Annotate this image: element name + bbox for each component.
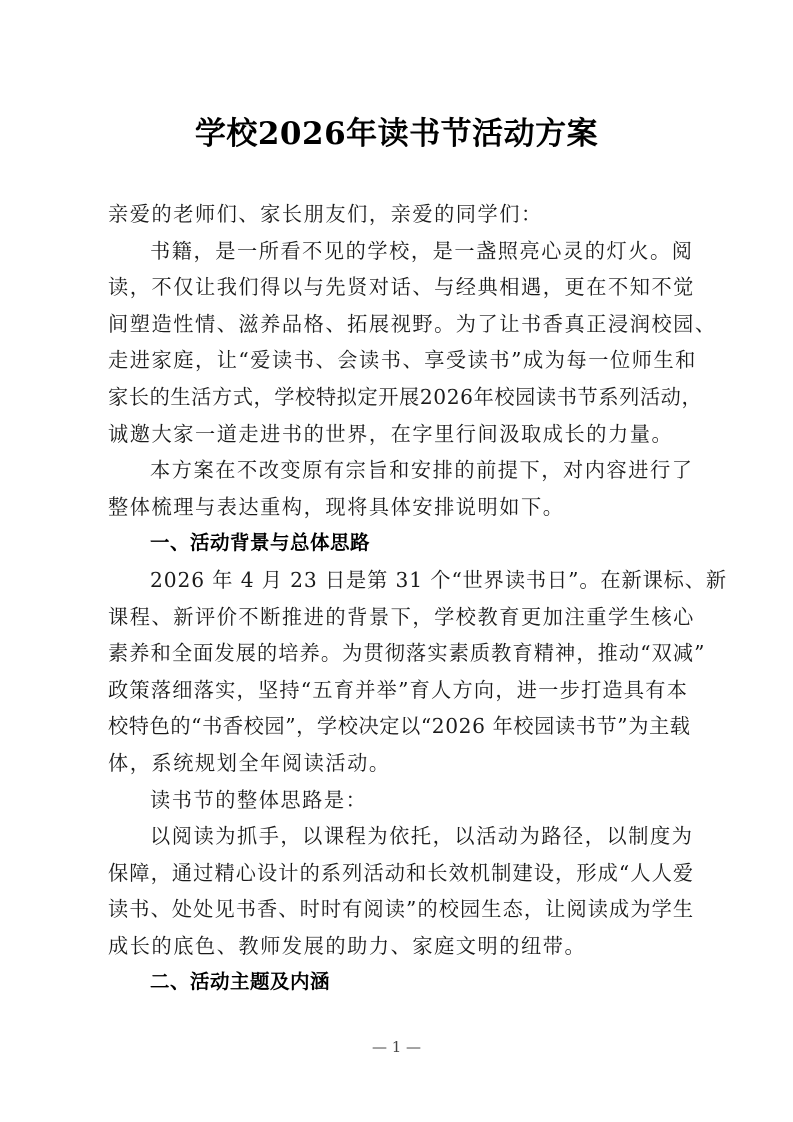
paragraph-line: 政策落细落实，坚持“五育并举”育人方向，进一步打造具有本 <box>108 677 688 702</box>
paragraph-line: 成长的底色、教师发展的助力、家庭文明的纽带。 <box>108 933 587 958</box>
paragraph-line: 2026 年 4 月 23 日是第 31 个“世界读书日”。在新课标、新 <box>150 567 727 592</box>
paragraph-approach <box>108 818 695 964</box>
paragraph-line: 课程、新评价不断推进的背景下，学校教育更加注重学生核心 <box>108 604 695 629</box>
paragraph-line: 本方案在不改变原有宗旨和安排的前提下，对内容进行了 <box>150 458 694 483</box>
paragraph-line: 家长的生活方式，学校特拟定开展2026年校园读书节系列活动， <box>108 384 703 409</box>
paragraph-line: 体，系统规划全年阅读活动。 <box>108 750 391 775</box>
section-heading-background: 一、活动背景与总体思路 <box>150 531 371 555</box>
paragraph-line: 读书、处处见书香、时时有阅读”的校园生态，让阅读成为学生 <box>108 897 695 922</box>
document-title: 学校2026年读书节活动方案 <box>194 116 599 152</box>
paragraph-intro <box>108 233 717 453</box>
salutation: 亲爱的老师们、家长朋友们，亲爱的同学们： <box>108 202 543 226</box>
paragraph-line: 整体梳理与表达重构，现将具体安排说明如下。 <box>108 494 565 519</box>
paragraph-line: 以阅读为抓手，以课程为依托，以活动为路径，以制度为 <box>150 824 694 849</box>
paragraph-line: 校特色的“书香校园”，学校决定以“2026 年校园读书节”为主载 <box>108 714 691 739</box>
paragraph-scheme-note <box>108 452 694 525</box>
paragraph-approach-intro <box>108 782 688 819</box>
paragraph-line: 诚邀大家一道走进书的世界，在字里行间汲取成长的力量。 <box>108 421 674 446</box>
paragraph-line: 书籍，是一所看不见的学校，是一盏照亮心灵的灯火。阅 <box>150 238 694 263</box>
paragraph-line: 间塑造性情、滋养品格、拓展视野。为了让书香真正浸润校园、 <box>108 311 717 336</box>
paragraph-line: 素养和全面发展的培养。为贯彻落实素质教育精神，推动“双减” <box>108 641 706 666</box>
page-number: — 1 — <box>371 1038 422 1056</box>
paragraph-background <box>108 562 727 782</box>
paragraph-line: 保障，通过精心设计的系列活动和长效机制建设，形成“人人爱 <box>108 860 695 885</box>
paragraph-line: 读，不仅让我们得以与先贤对话、与经典相遇，更在不知不觉 <box>108 275 695 300</box>
paragraph-line: 走进家庭，让“爱读书、会读书、享受读书”成为每一位师生和 <box>108 348 697 373</box>
document-body <box>108 196 727 1001</box>
section-heading-theme: 二、活动主题及内涵 <box>150 970 331 994</box>
paragraph-line: 读书节的整体思路是： <box>150 787 368 812</box>
